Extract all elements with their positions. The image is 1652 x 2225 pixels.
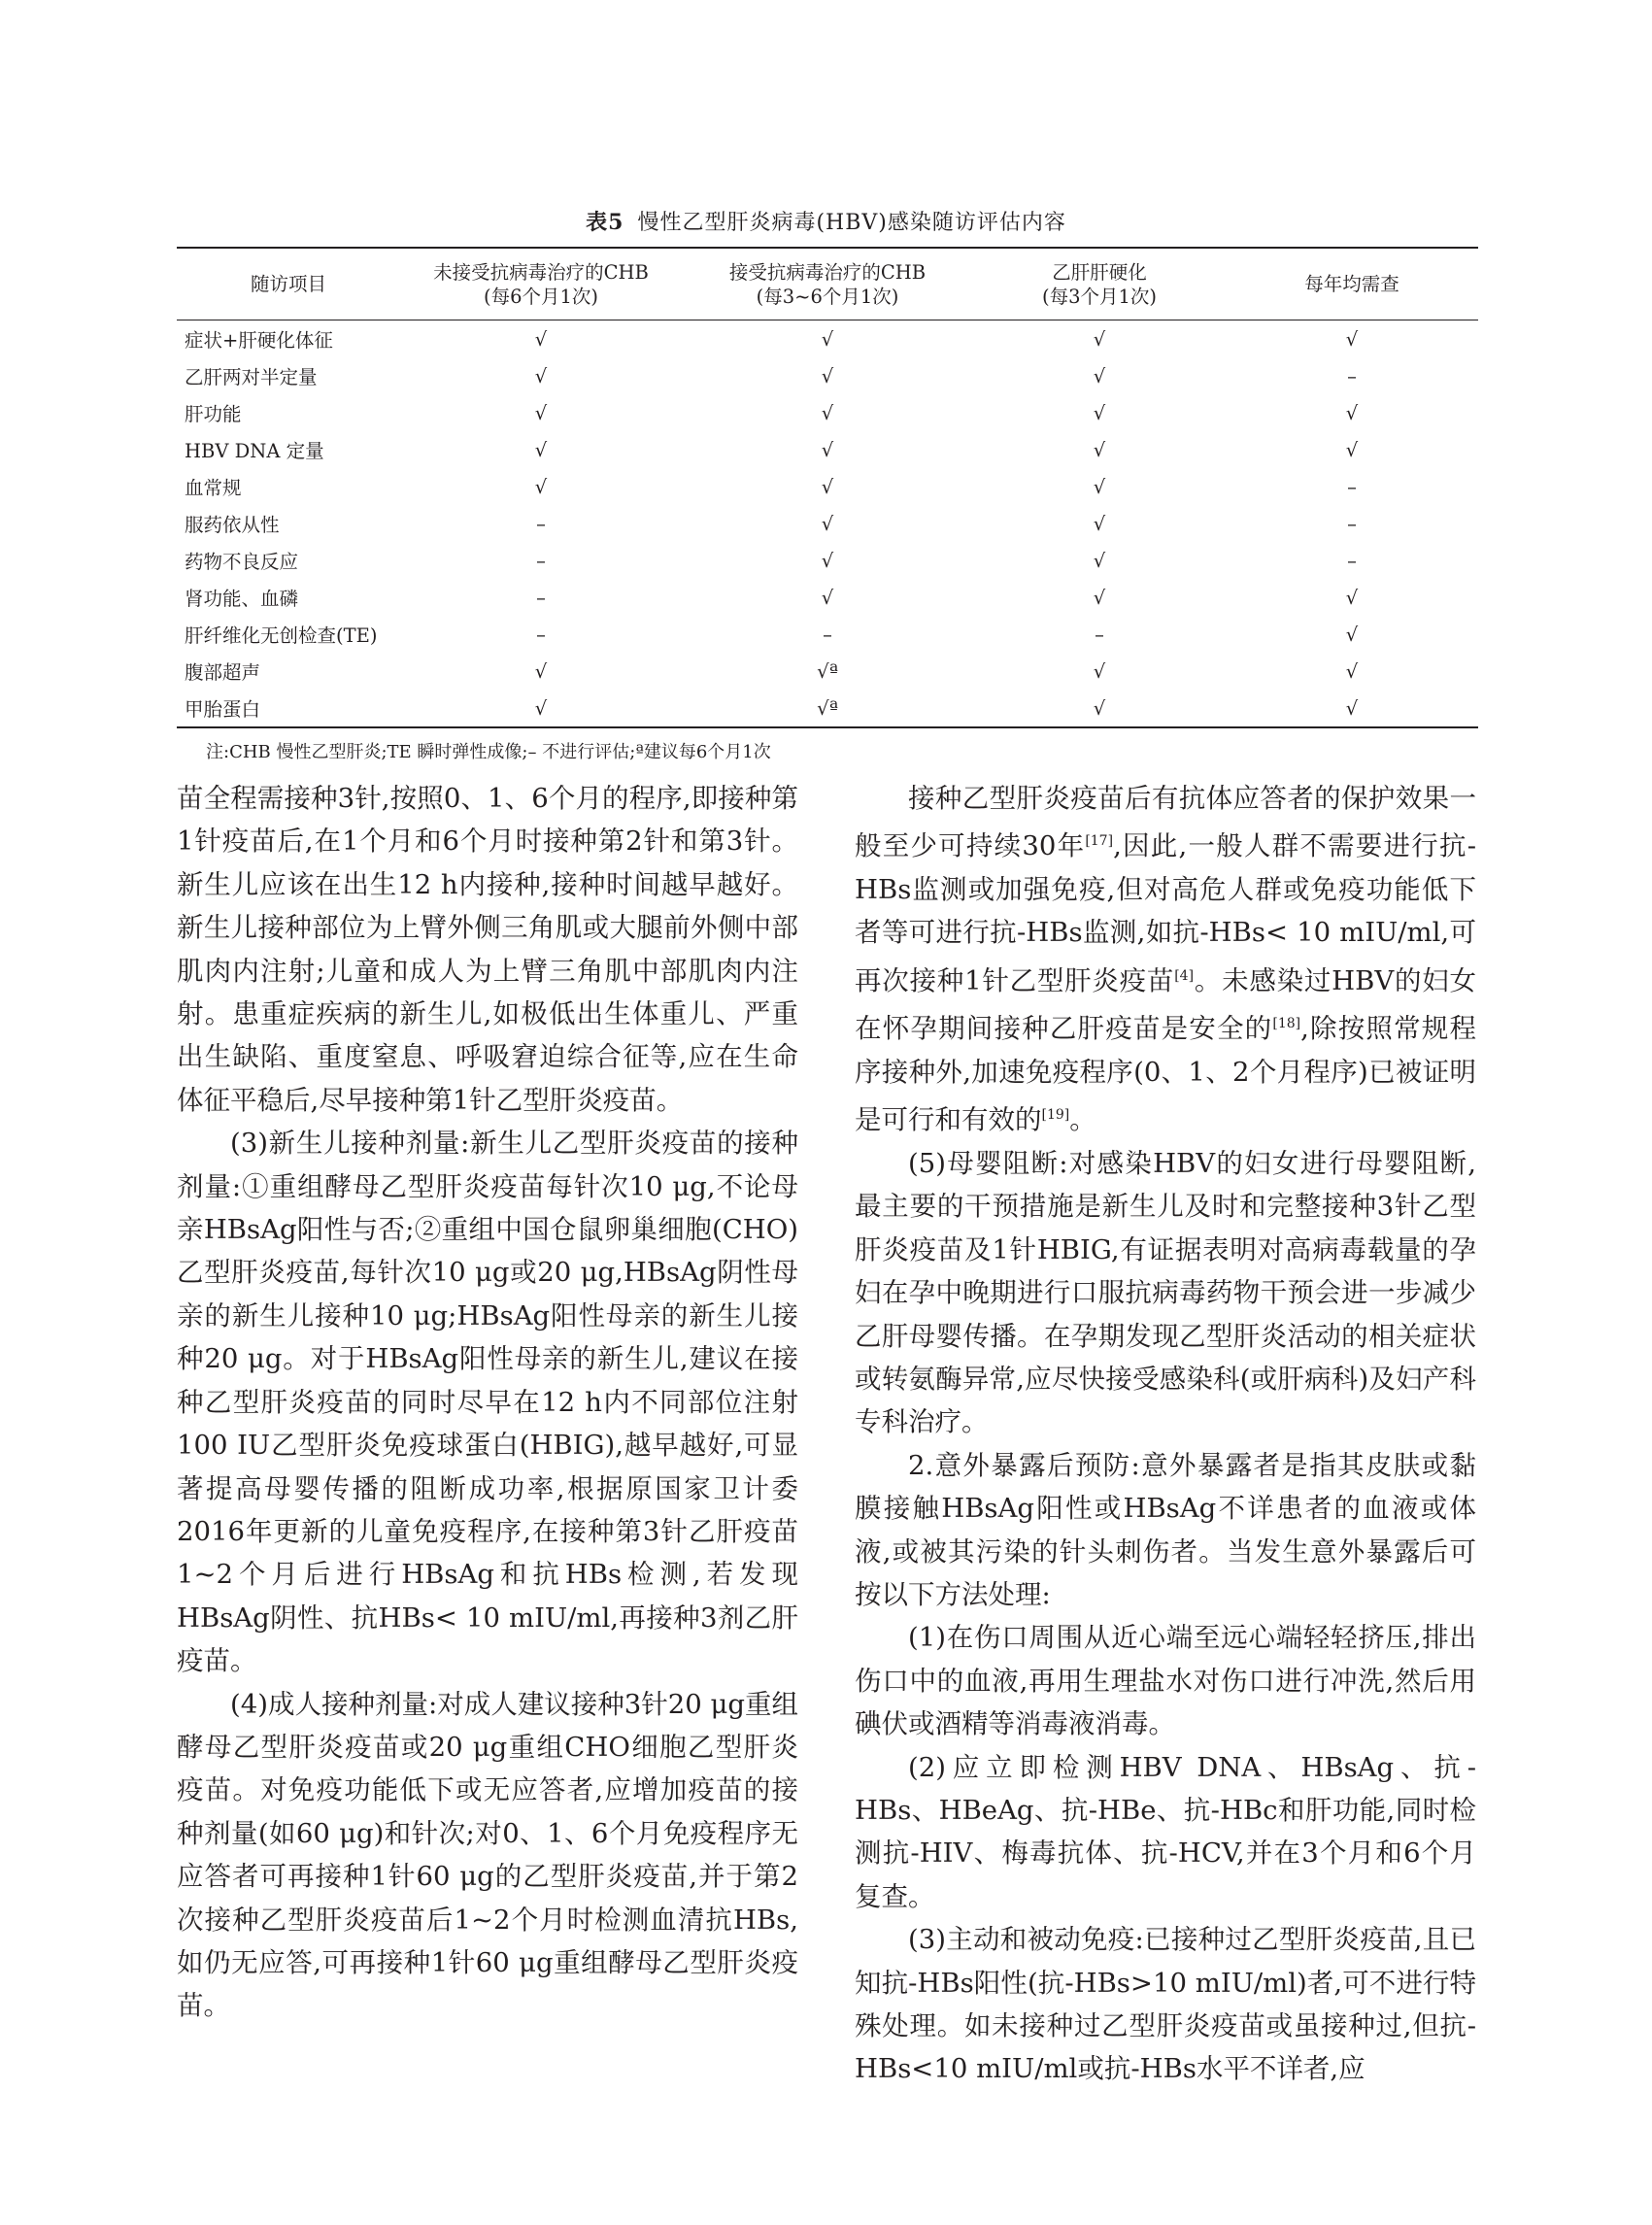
table-row bbox=[177, 579, 1478, 616]
paragraph-accidental-exposure: 2.意外暴露后预防:意外暴露者是指其皮肤或黏膜接触HBsAg阳性或HBsAg不详患者的血液或体液,或被其污染的针头刺伤者。当发生意外暴露后可按以下方法处理: bbox=[855, 1449, 1476, 1610]
body-paragraph: (3)新生儿接种剂量:新生儿乙型肝炎疫苗的接种剂量:①重组酵母乙型肝炎疫苗每针次10 μg,不论母亲HBsAg阳性与否;②重组中国仓鼠卵巢细胞(CHO)乙型肝炎疫苗,每针次10 μg或20 μg,HBsAg阴性母亲的新生儿接种10 μg;HBsAg阳性母亲的新生儿接种20 μg。对于HBsAg阳性母亲的新生儿,建议在接种乙型肝炎疫苗的同时尽早在12 h内不同部位注射100 IU乙型肝炎免疫球蛋白(HBIG),越早越好,可显著提高母婴传播的阻断成功率,根据原国家卫计委2016年更新的儿童免疫程序,在接种第3针乙肝疫苗1~2个月后进行HBsAg和抗HBs检测,若发现HBsAg阴性、抗HBs< 10 mIU/ml,再接种3剂乙肝疫苗。 bbox=[177, 1128, 798, 1677]
table-row bbox=[177, 357, 1478, 394]
table-cell: √ bbox=[821, 475, 834, 498]
table-cell: √ bbox=[534, 327, 548, 351]
table-row bbox=[177, 690, 1478, 727]
table-cell: – bbox=[1347, 364, 1357, 388]
table-cell: – bbox=[1347, 512, 1357, 535]
column-header-title: 随访项目 bbox=[250, 273, 326, 295]
table-row bbox=[177, 468, 1478, 505]
table-cell: √ bbox=[1093, 364, 1106, 388]
text-segment: 。未感染过HBV的妇女在怀孕期间接种乙肝疫苗是安全的 bbox=[855, 964, 1476, 1045]
citation: [17] bbox=[1085, 833, 1114, 850]
table-row bbox=[177, 653, 1478, 690]
table-title: 慢性乙型肝炎病毒(HBV)感染随访评估内容 bbox=[637, 211, 1066, 235]
column-header-title: 未接受抗病毒治疗的CHB bbox=[433, 260, 649, 284]
table-cell: √ bbox=[534, 438, 548, 461]
paragraph-testing: (2)应立即检测HBV DNA、HBsAg、抗-HBs、HBeAg、抗-HBe、抗-HBc和肝功能,同时检测抗-HIV、梅毒抗体、抗-HCV,并在3个月和6个月复查。 bbox=[855, 1751, 1476, 1912]
paragraph-antibody-protection bbox=[855, 777, 1476, 1142]
table-cell: – bbox=[1347, 549, 1357, 572]
table-cell: √ bbox=[534, 364, 548, 388]
table-row bbox=[177, 505, 1478, 542]
header-row bbox=[177, 248, 1478, 320]
table-cell: √ bbox=[821, 327, 834, 351]
table-cell: √ bbox=[1345, 659, 1359, 683]
table-cell: √ bbox=[1093, 401, 1106, 424]
table-cell: √ bbox=[1345, 623, 1359, 646]
left-column bbox=[177, 777, 798, 2028]
citation: [4] bbox=[1174, 967, 1195, 984]
table-cell: √ bbox=[534, 475, 548, 498]
row-label: 服药依从性 bbox=[185, 514, 280, 536]
table-note: 注:CHB 慢性乙型肝炎;TE 瞬时弹性成像;– 不进行评估;ª建议每6个月1次 bbox=[206, 742, 771, 762]
row-label: 乙肝两对半定量 bbox=[185, 366, 318, 388]
row-label: 药物不良反应 bbox=[185, 551, 299, 573]
table-cell: √ bbox=[821, 586, 834, 609]
text-segment: ,因此,一般人群不需要进行抗-HBs监测或加强免疫,但对高危人群或免疫功能低下者等可进行抗-HBs监测,如抗-HBs< 10 mIU/ml,可再次接种1针乙型肝炎疫苗 bbox=[855, 830, 1476, 996]
table-row bbox=[177, 320, 1478, 358]
table-row bbox=[177, 431, 1478, 468]
table-cell: √ bbox=[1345, 401, 1359, 424]
table-label: 表5 bbox=[586, 210, 624, 235]
row-label: 血常规 bbox=[185, 477, 242, 499]
column-header bbox=[682, 248, 973, 320]
row-label: 肝功能 bbox=[185, 403, 242, 425]
table-cell: √ bbox=[1093, 659, 1106, 683]
table-cell: – bbox=[536, 586, 546, 609]
table-row bbox=[177, 616, 1478, 653]
column-header bbox=[1226, 248, 1478, 320]
table-caption bbox=[0, 206, 1652, 236]
text-segment: 接种乙型肝炎疫苗后有抗体应答者的保护效果一般至少可持续30年 bbox=[855, 783, 1476, 862]
table-row bbox=[177, 394, 1478, 431]
body-paragraph: 苗全程需接种3针,按照0、1、6个月的程序,即接种第1针疫苗后,在1个月和6个月时接种第2针和第3针。新生儿应该在出生12 h内接种,接种时间越早越好。新生儿接种部位为上臂外侧三角肌或大腿前外侧中部肌肉内注射;儿童和成人为上臂三角肌中部肌肉内注射。患重症疾病的新生儿,如极低出生体重儿、严重出生缺陷、重度窒息、呼吸窘迫综合征等,应在生命体征平稳后,尽早接种第1针乙型肝炎疫苗。 bbox=[177, 783, 798, 1116]
table-cell: √ bbox=[821, 549, 834, 572]
body-paragraph: (4)成人接种剂量:对成人建议接种3针20 μg重组酵母乙型肝炎疫苗或20 μg重组CHO细胞乙型肝炎疫苗。对免疫功能低下或无应答者,应增加疫苗的接种剂量(如60 μg)和针次;对0、1、6个月免疫程序无应答者可再接种1针60 μg的乙型肝炎疫苗,并于第2次接种乙型肝炎疫苗后1~2个月时检测血清抗HBs,如仍无应答,可再接种1针60 μg重组酵母乙型肝炎疫苗。 bbox=[177, 1688, 798, 2022]
row-label: 症状+肝硬化体征 bbox=[185, 329, 333, 352]
column-header bbox=[973, 248, 1226, 320]
table-cell: – bbox=[1347, 475, 1357, 498]
row-label: 腹部超声 bbox=[185, 661, 261, 684]
text-segment: 。 bbox=[1069, 1104, 1096, 1136]
table-cell: √ª bbox=[817, 659, 838, 683]
table-cell: √ bbox=[1345, 327, 1359, 351]
table-cell: √ bbox=[534, 659, 548, 683]
text-segment: ,除按照常规程序接种外,加速免疫程序(0、1、2个月程序)已被证明是可行和有效的 bbox=[855, 1013, 1476, 1136]
row-label: HBV DNA 定量 bbox=[185, 440, 324, 462]
column-header bbox=[177, 248, 400, 320]
table-cell: – bbox=[536, 549, 546, 572]
table-cell: √ bbox=[821, 438, 834, 461]
table-row bbox=[177, 542, 1478, 579]
row-label: 肾功能、血磷 bbox=[185, 588, 299, 610]
table-cell: √ bbox=[1226, 690, 1478, 727]
column-header-title: 乙肝肝硬化 bbox=[1052, 260, 1147, 284]
column-header-frequency: (每3~6个月1次) bbox=[756, 285, 899, 308]
table-cell: √ bbox=[1345, 438, 1359, 461]
table-cell: √ bbox=[1093, 512, 1106, 535]
table-cell: √ bbox=[1093, 475, 1106, 498]
citation: [18] bbox=[1272, 1016, 1301, 1032]
table-cell: √ bbox=[973, 690, 1226, 727]
table-header bbox=[177, 248, 1478, 320]
table-cell: √ bbox=[534, 401, 548, 424]
paragraph-immunization: (3)主动和被动免疫:已接种过乙型肝炎疫苗,且已知抗-HBs阳性(抗-HBs>10 mIU/ml)者,可不进行特殊处理。如未接种过乙型肝炎疫苗或虽接种过,但抗-HBs<10 mIU/ml或抗-HBs水平不详者,应 bbox=[855, 1924, 1476, 2085]
column-header-frequency: (每6个月1次) bbox=[483, 285, 599, 308]
table-cell: – bbox=[536, 512, 546, 535]
table-cell: √ª bbox=[682, 690, 973, 727]
table-cell: √ bbox=[1093, 327, 1106, 351]
column-header-title: 每年均需查 bbox=[1304, 273, 1399, 295]
column-header-frequency: (每3个月1次) bbox=[1041, 285, 1158, 308]
table-cell: √ bbox=[1093, 438, 1106, 461]
table-cell: √ bbox=[400, 690, 682, 727]
row-label: 肝纤维化无创检查(TE) bbox=[185, 624, 378, 647]
table-cell: – bbox=[823, 623, 832, 646]
table-cell: √ bbox=[821, 512, 834, 535]
followup-table-container bbox=[177, 247, 1478, 763]
column-header-title: 接受抗病毒治疗的CHB bbox=[728, 260, 927, 284]
table-body bbox=[177, 320, 1478, 728]
table-cell: √ bbox=[1093, 549, 1106, 572]
row-label: 甲胎蛋白 bbox=[177, 690, 400, 727]
followup-table bbox=[177, 247, 1478, 728]
citation: [19] bbox=[1041, 1107, 1070, 1124]
table-cell: √ bbox=[821, 364, 834, 388]
table-cell: – bbox=[1095, 623, 1104, 646]
table-cell: √ bbox=[1093, 586, 1106, 609]
table-cell: √ bbox=[821, 401, 834, 424]
column-header bbox=[400, 248, 682, 320]
table-cell: √ bbox=[1345, 586, 1359, 609]
table-cell: – bbox=[536, 623, 546, 646]
right-column bbox=[855, 777, 1476, 2091]
paragraph-mother-infant: (5)母婴阻断:对感染HBV的妇女进行母婴阻断,最主要的干预措施是新生儿及时和完整接种3针乙型肝炎疫苗及1针HBIG,有证据表明对高病毒载量的孕妇在孕中晚期进行口服抗病毒药物干预会进一步减少乙肝母婴传播。在孕期发现乙型肝炎活动的相关症状或转氨酶异常,应尽快接受感染科(或肝病科)及妇产科专科治疗。 bbox=[855, 1147, 1476, 1438]
paragraph-wound-care: (1)在伤口周围从近心端至远心端轻轻挤压,排出伤口中的血液,再用生理盐水对伤口进行冲洗,然后用碘伏或酒精等消毒液消毒。 bbox=[855, 1622, 1476, 1740]
